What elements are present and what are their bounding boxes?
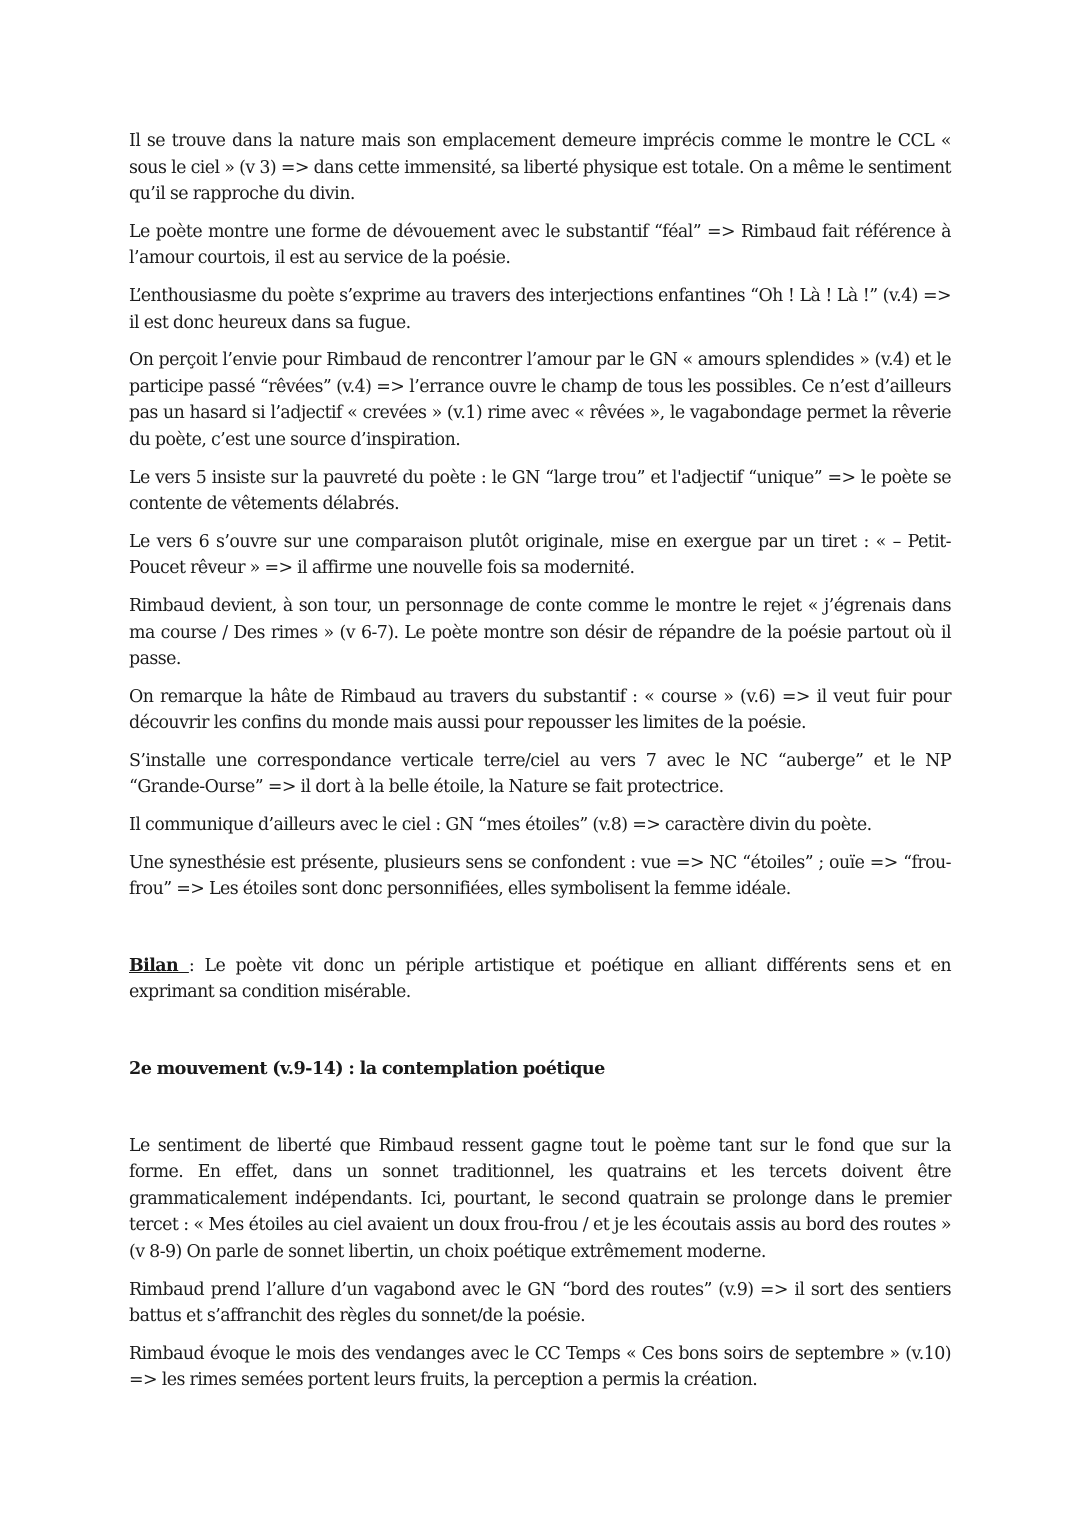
document-page (129, 128, 951, 1405)
paragraph-mes-etoiles: Il communique d’ailleurs avec le ciel : GN “mes étoiles” (v.8) => caractère divin du poète. (129, 815, 872, 836)
bilan-text: : Le poète vit donc un périple artistique et poétique en alliant différents sens et en exprimant sa condition misérable. (129, 955, 952, 1003)
paragraph-petit-poucet: Le vers 6 s’ouvre sur une comparaison plutôt originale, mise en exergue par un tiret : « – Petit-Poucet rêveur » => il affirme une nouvelle fois sa modernité. (129, 531, 951, 579)
paragraph-synesthesie: Une synesthésie est présente, plusieurs sens se confondent : vue => NC “étoiles” ; ouïe => “frou-frou” => Les étoiles sont donc personnifiées, elles symbolisent la femme idéale. (129, 852, 951, 900)
paragraph-feal: Le poète montre une forme de dévouement avec le substantif “féal” => Rimbaud fait référence à l’amour courtois, il est au service de la poésie. (129, 221, 951, 269)
paragraph-interjections: L’enthousiasme du poète s’exprime au travers des interjections enfantines “Oh ! Là ! Là !” (v.4) => il est donc heureux dans sa fugue. (129, 285, 951, 333)
paragraph-personnage-conte: Rimbaud devient, à son tour, un personnage de conte comme le montre le rejet « j’égrenais dans ma course / Des rimes » (v 6-7). Le poète montre son désir de répandre de la poésie partout où il passe. (129, 595, 951, 670)
paragraph-vagabond: Rimbaud prend l’allure d’un vagabond avec le GN “bord des routes” (v.9) => il sort des sentiers battus et s’affranchit des règles du sonnet/de la poésie. (129, 1279, 951, 1327)
paragraph-sous-le-ciel: Il se trouve dans la nature mais son emplacement demeure imprécis comme le montre le CCL « sous le ciel » (v 3) => dans cette immensité, sa liberté physique est totale. On a même le sentiment qu’il se rapproche du divin. (129, 131, 951, 205)
section-1-commentary (129, 128, 951, 903)
paragraph-correspondance: S’installe une correspondance verticale terre/ciel au vers 7 avec le NC “auberge” et le NP “Grande-Ourse” => il dort à la belle étoile, la Nature se fait protectrice. (129, 750, 951, 798)
bilan-paragraph (129, 953, 951, 1006)
bilan-label: Bilan (129, 955, 189, 976)
section-2-commentary (129, 1133, 951, 1394)
paragraph-vendanges: Rimbaud évoque le mois des vendanges avec le CC Temps « Ces bons soirs de septembre » (v.10) => les rimes semées portent leurs fruits, la perception a permis la création. (129, 1343, 951, 1391)
section-2-heading: 2e mouvement (v.9-14) : la contemplation poétique (129, 1058, 605, 1080)
paragraph-sonnet-libertin: Le sentiment de liberté que Rimbaud ressent gagne tout le poème tant sur le fond que sur la forme. En effet, dans un sonnet traditionnel, les quatrains et les tercets doivent être grammaticalement indépendants. Ici, pourtant, le second quatrain se prolonge dans le premier tercet : « Mes étoiles au ciel avaient un doux frou-frou / et je les écoutais assis au bord des routes » (v 8-9) On parle de sonnet libertin, un choix poétique extrêmement moderne. (129, 1135, 951, 1262)
paragraph-course: On remarque la hâte de Rimbaud au travers du substantif : « course » (v.6) => il veut fuir pour découvrir les confins du monde mais aussi pour repousser les limites de la poésie. (129, 686, 951, 734)
paragraph-amours-splendides: On perçoit l’envie pour Rimbaud de rencontrer l’amour par le GN « amours splendides » (v.4) et le participe passé “rêvées” (v.4) => l’errance ouvre le champ de tous les possibles. Ce n’est d’ailleurs pas un hasard si l’adjectif « crevées » (v.1) rime avec « rêvées », le vagabondage permet la rêverie du poète, c’est une source d’inspiration. (129, 350, 951, 450)
paragraph-pauvrete: Le vers 5 insiste sur la pauvreté du poète : le GN “large trou” et l'adjectif “unique” => le poète se contente de vêtements délabrés. (129, 467, 951, 515)
